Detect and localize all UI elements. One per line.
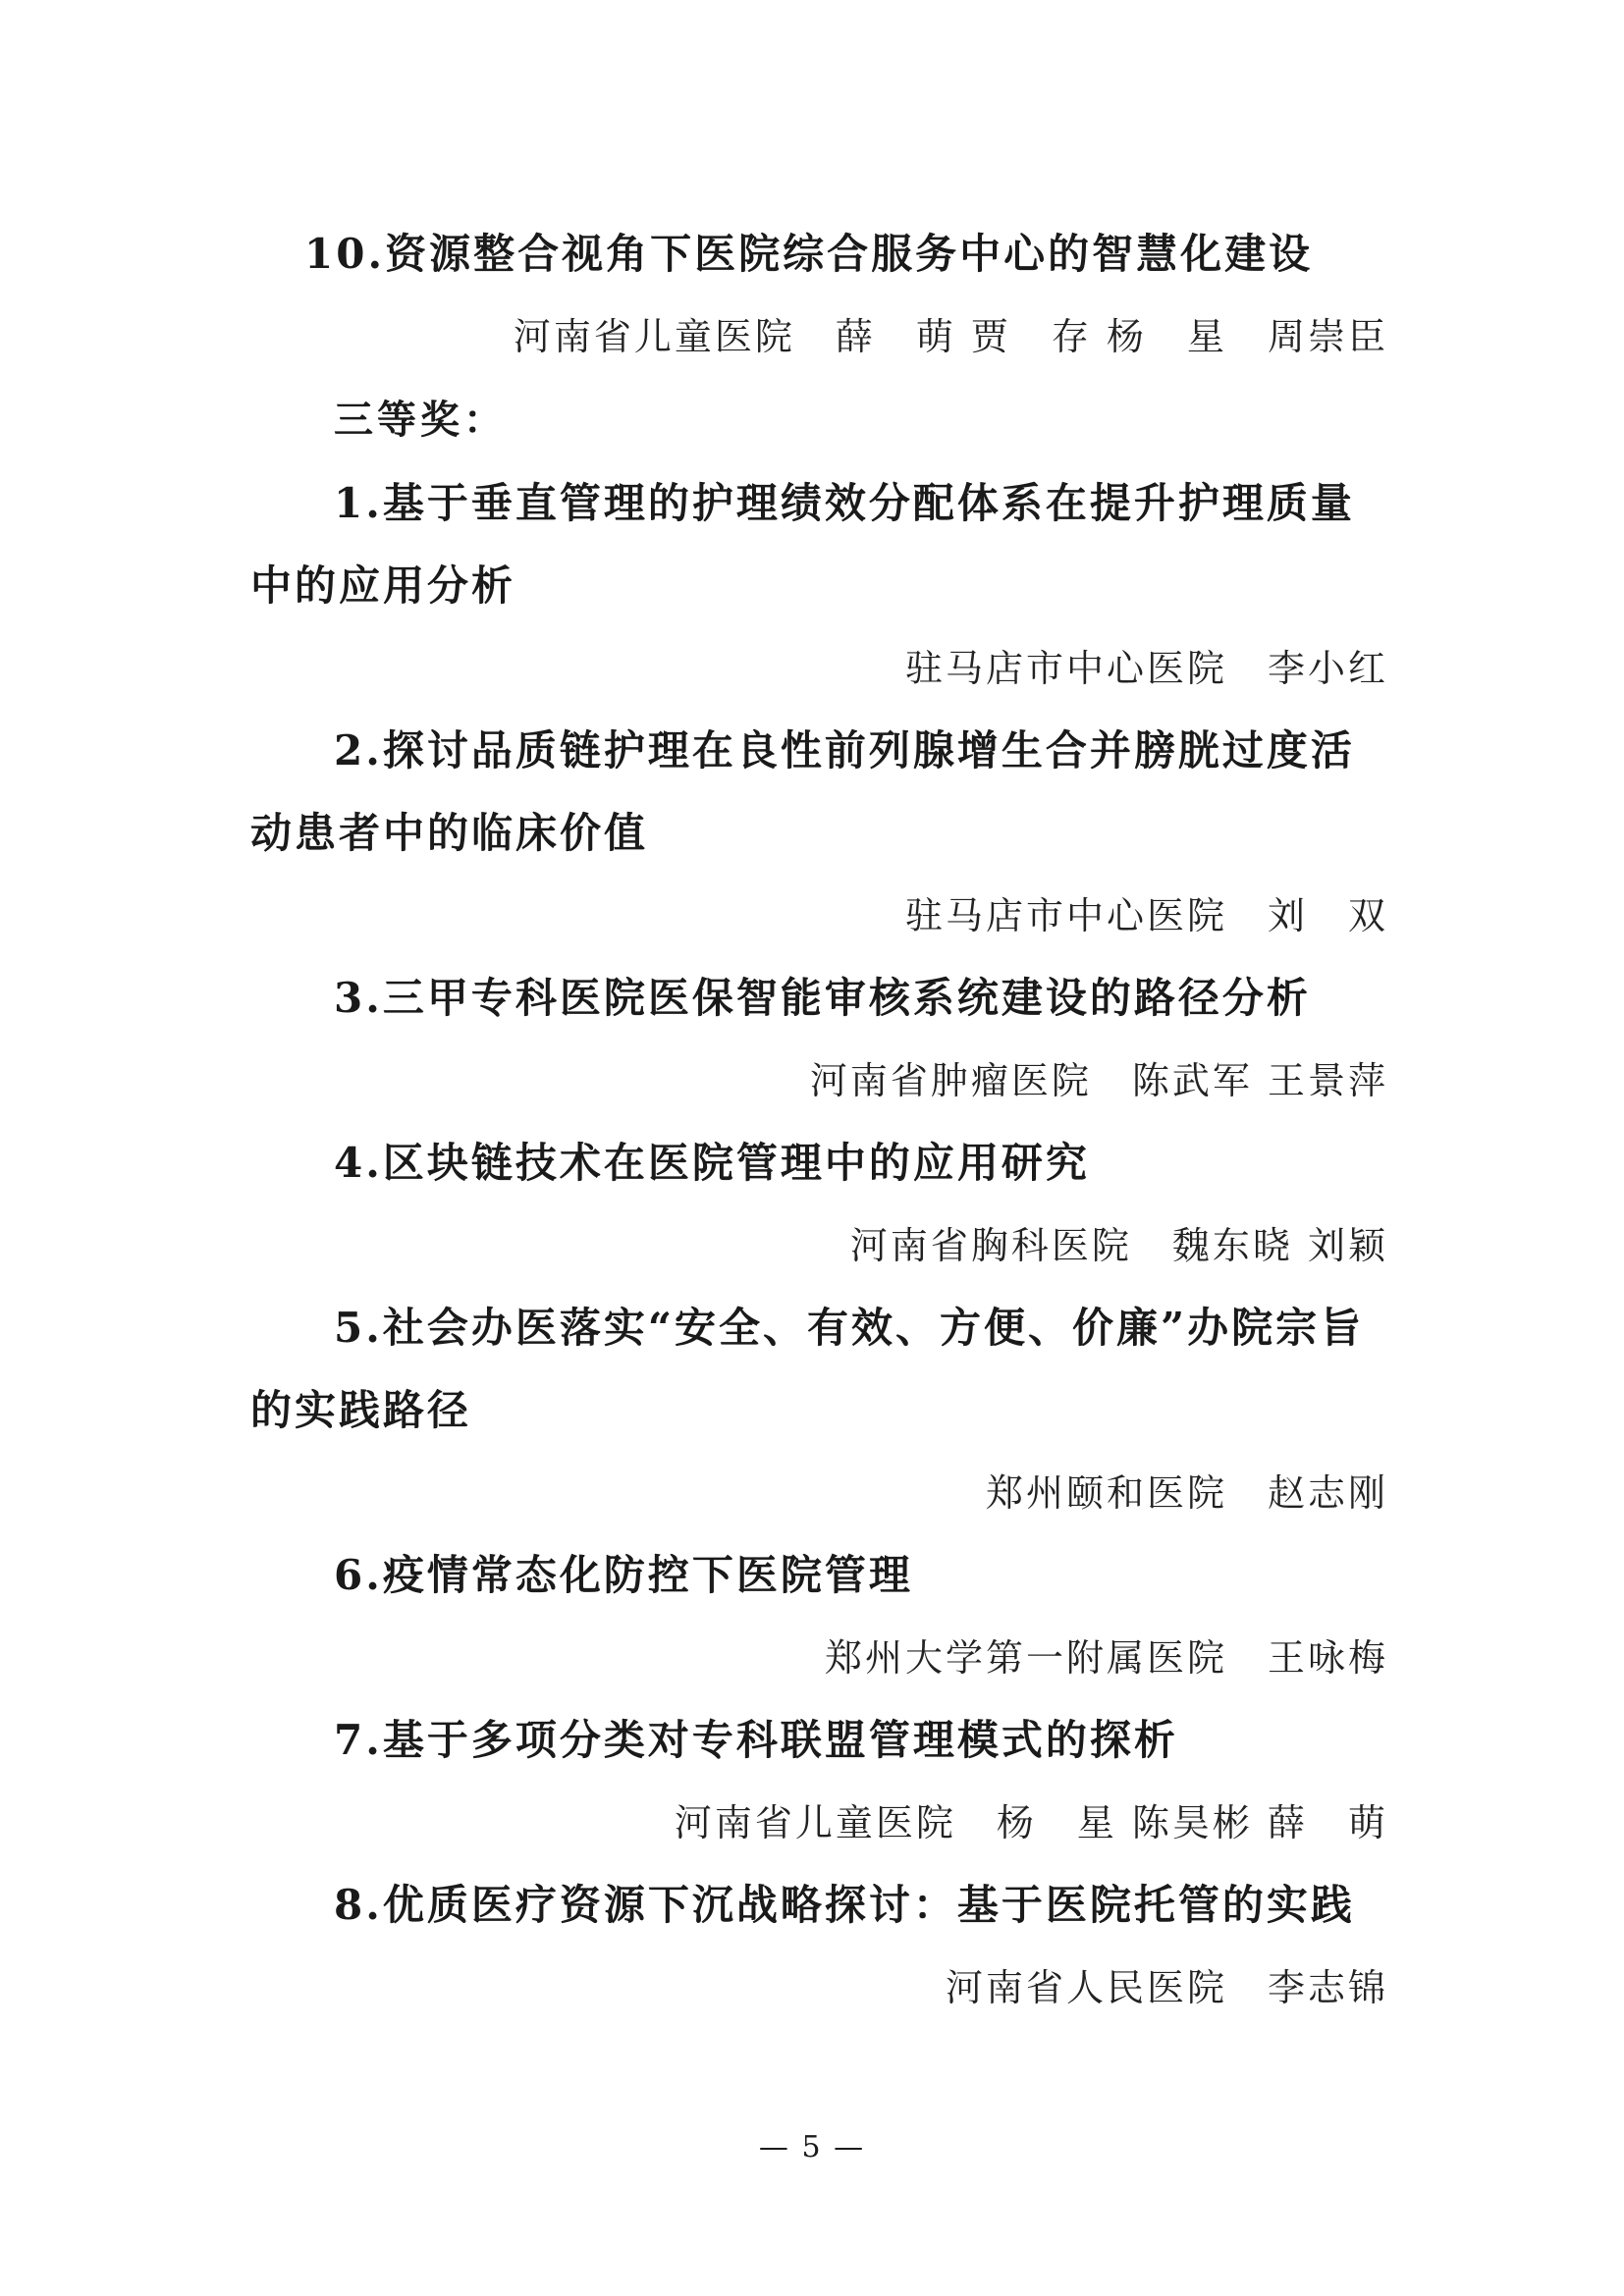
- item-6-author: 郑州大学第一附属医院 王咏梅: [824, 1636, 1388, 1680]
- item-3-title: 3.三甲专科医院医保智能审核系统建设的路径分析: [334, 974, 1311, 1022]
- page-number: — 5 —: [758, 2130, 866, 2164]
- section-heading-third-prize: 三等奖：: [334, 397, 507, 443]
- item-7-author: 河南省儿童医院 杨 星 陈昊彬 薛 萌: [674, 1801, 1388, 1844]
- item-1-title-line2: 中的应用分析: [250, 561, 516, 610]
- item-2-title-line1: 2.探讨品质链护理在良性前列腺增生合并膀胱过度活: [334, 726, 1355, 774]
- item-4-author: 河南省胸科医院 魏东晓 刘颖: [849, 1224, 1388, 1267]
- item-2-title-line2: 动患者中的临床价值: [250, 809, 649, 857]
- item-6-title: 6.疫情常态化防控下医院管理: [334, 1551, 913, 1599]
- item-8-author: 河南省人民医院 李志锦: [945, 1966, 1388, 2009]
- item-5-author: 郑州颐和医院 赵志刚: [985, 1471, 1388, 1515]
- item-5-title-line2: 的实践路径: [250, 1386, 472, 1434]
- item-1-author: 驻马店市中心医院 李小红: [904, 647, 1388, 690]
- item-4-title: 4.区块链技术在医院管理中的应用研究: [334, 1139, 1090, 1187]
- item-10-title: 10.资源整合视角下医院综合服务中心的智慧化建设: [304, 230, 1314, 278]
- item-3-author: 河南省肿瘤医院 陈武军 王景萍: [809, 1059, 1388, 1102]
- item-2-author: 驻马店市中心医院 刘 双: [904, 894, 1388, 937]
- item-7-title: 7.基于多项分类对专科联盟管理模式的探析: [334, 1716, 1178, 1764]
- item-1-title-line1: 1.基于垂直管理的护理绩效分配体系在提升护理质量: [334, 479, 1355, 527]
- item-8-title: 8.优质医疗资源下沉战略探讨：基于医院托管的实践: [334, 1881, 1355, 1929]
- item-10-author: 河南省儿童医院 薛 萌 贾 存 杨 星 周崇臣: [513, 315, 1388, 358]
- item-5-title-line1: 5.社会办医落实“安全、有效、方便、价廉”办院宗旨: [334, 1304, 1365, 1352]
